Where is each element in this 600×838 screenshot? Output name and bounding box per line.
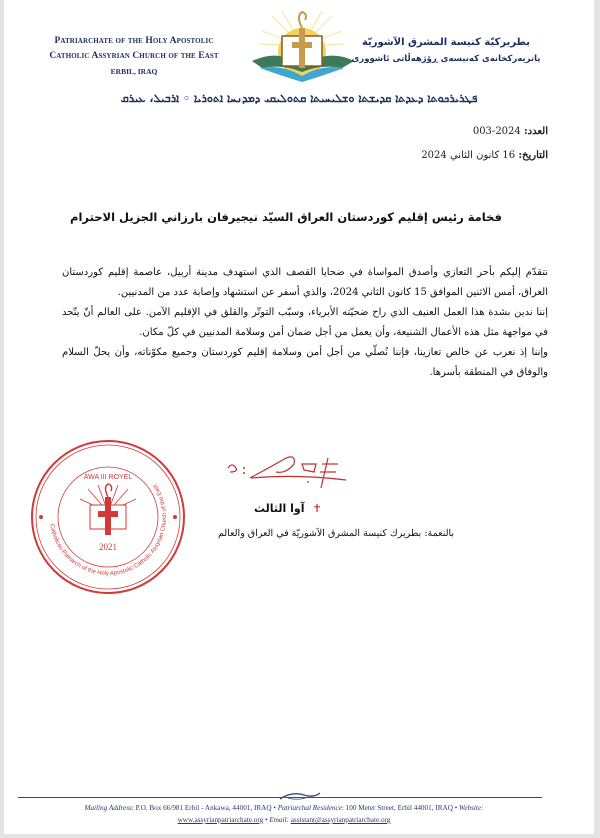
separator-dot: • [263,816,270,824]
body-paragraph-3: وإننا إذ نعرب عن خالص تعازينا، فإننا نُصلّي من أجل أمن وسلامة إقليم كوردستان وجميع مكوّناته، وأن يحلّ السلام والوفاق في المنطقة بأسرها. [62,347,548,378]
letter-page [4,0,594,834]
letter-date [421,150,548,161]
church-logo-icon [242,6,362,82]
header-english-line2: Catholic Assyrian Church of the East [49,51,219,61]
header-arabic [346,34,546,68]
header-english [34,34,234,79]
residence-label: Patriarchal Residence [277,804,342,812]
header-kurdish-line2: پاتریەرکخانەی کەنیسەی ڕۆژھەڵاتی ئاشووری [351,54,541,64]
reference-number-value: 2024-003 [472,126,521,137]
body-paragraph-2: إننا ندين بشدة هذا العمل العنيف الذي راح ضحيّته الأبرياء، وسبّب التوتّر والقلق في الإقليم الآمن. على العالم أنّ يتّحد في مواجهة مثل هذه الأعمال الشنيعة، وأن يعمل من أجل ضمان أمن وسلامة المدنيين في كلّ مكان. [62,307,548,338]
separator-dot: • [452,804,460,812]
header-syriac-line: ܦܛܪܝܪܟܘܬܐ ܕܥܕܬܐ ܩܕܝܫܬܐ ܘܫܠܝܚܝܬܐ ܩܬܘܠܝܩܝ ܕܡܕܢܚܐ ܐܬܘܪܝܐ ◦ ܐܪܒܝܠ، ܥܝܪܩ [120,92,478,105]
reference-number [473,126,548,137]
letter-date-label: التاريخ: [518,150,548,161]
header-arabic-line1: بطريركيّة كنيسة المشرق الآشوريّة [361,37,531,48]
residence-value: : 100 Meter Street, Erbil 44001, IRAQ [341,804,453,812]
flourish-ornament-icon [274,789,324,803]
footer-contact [14,802,554,826]
separator-dot: • [271,804,278,812]
mailing-address-value: : P.O. Box 66/981 Erbil - Ankawa, 44001, IRAQ [131,804,272,812]
seal-name: AWA III ROYEL [83,474,133,481]
letter-body [62,263,548,383]
footer-line-1 [14,802,554,814]
cross-icon: ✝ [312,502,322,515]
signatory-title: بالنعمة: بطريرك كنيسة المشرق الآشوريّة في العراق والعالم [217,528,455,539]
website-link[interactable]: www.assyrianpatriarchate.org [177,816,264,824]
letter-subject: فخامة رئيس إقليم كوردستان العراق السيّد نيجيرفان بارزاني الجزيل الاحترام [70,210,502,224]
header-english-location: ERBIL, IRAQ [110,67,158,76]
body-paragraph-1: نتقدّم إليكم بأحر التعازي وأصدق المواساة في ضحايا القصف الذي استهدف مدينة أربيل، عاصمة إقليم كوردستان العراق، أمس الاثنين الموافق 15 كانون الثاني 2024، والذي أسفر عن استشهاد وإصابة عدد من المدنيين. [62,267,549,298]
email-label: Email: [269,816,289,824]
signatory-name-text: آوا الثالث [254,502,305,515]
mailing-address-label: Mailing Address [84,804,132,812]
footer-line-2 [14,814,554,826]
letter-date-value: 16 كانون الثاني 2024 [421,150,516,161]
signatory-name [254,502,322,515]
reference-number-label: العدد: [523,126,548,137]
seal-ring-text: Catholicos-Patriarch of the Holy Apostolic Catholic Assyrian Church of the East [48,482,169,578]
patriarch-seal [28,437,188,597]
email-link[interactable]: assistant@assyrianpatriarchate.org [290,816,391,824]
seal-year: 2021 [99,542,117,552]
header-english-line1: Patriarchate of the Holy Apostolic [54,36,214,46]
website-label: Website: [459,804,484,812]
handwritten-signature [216,452,356,492]
